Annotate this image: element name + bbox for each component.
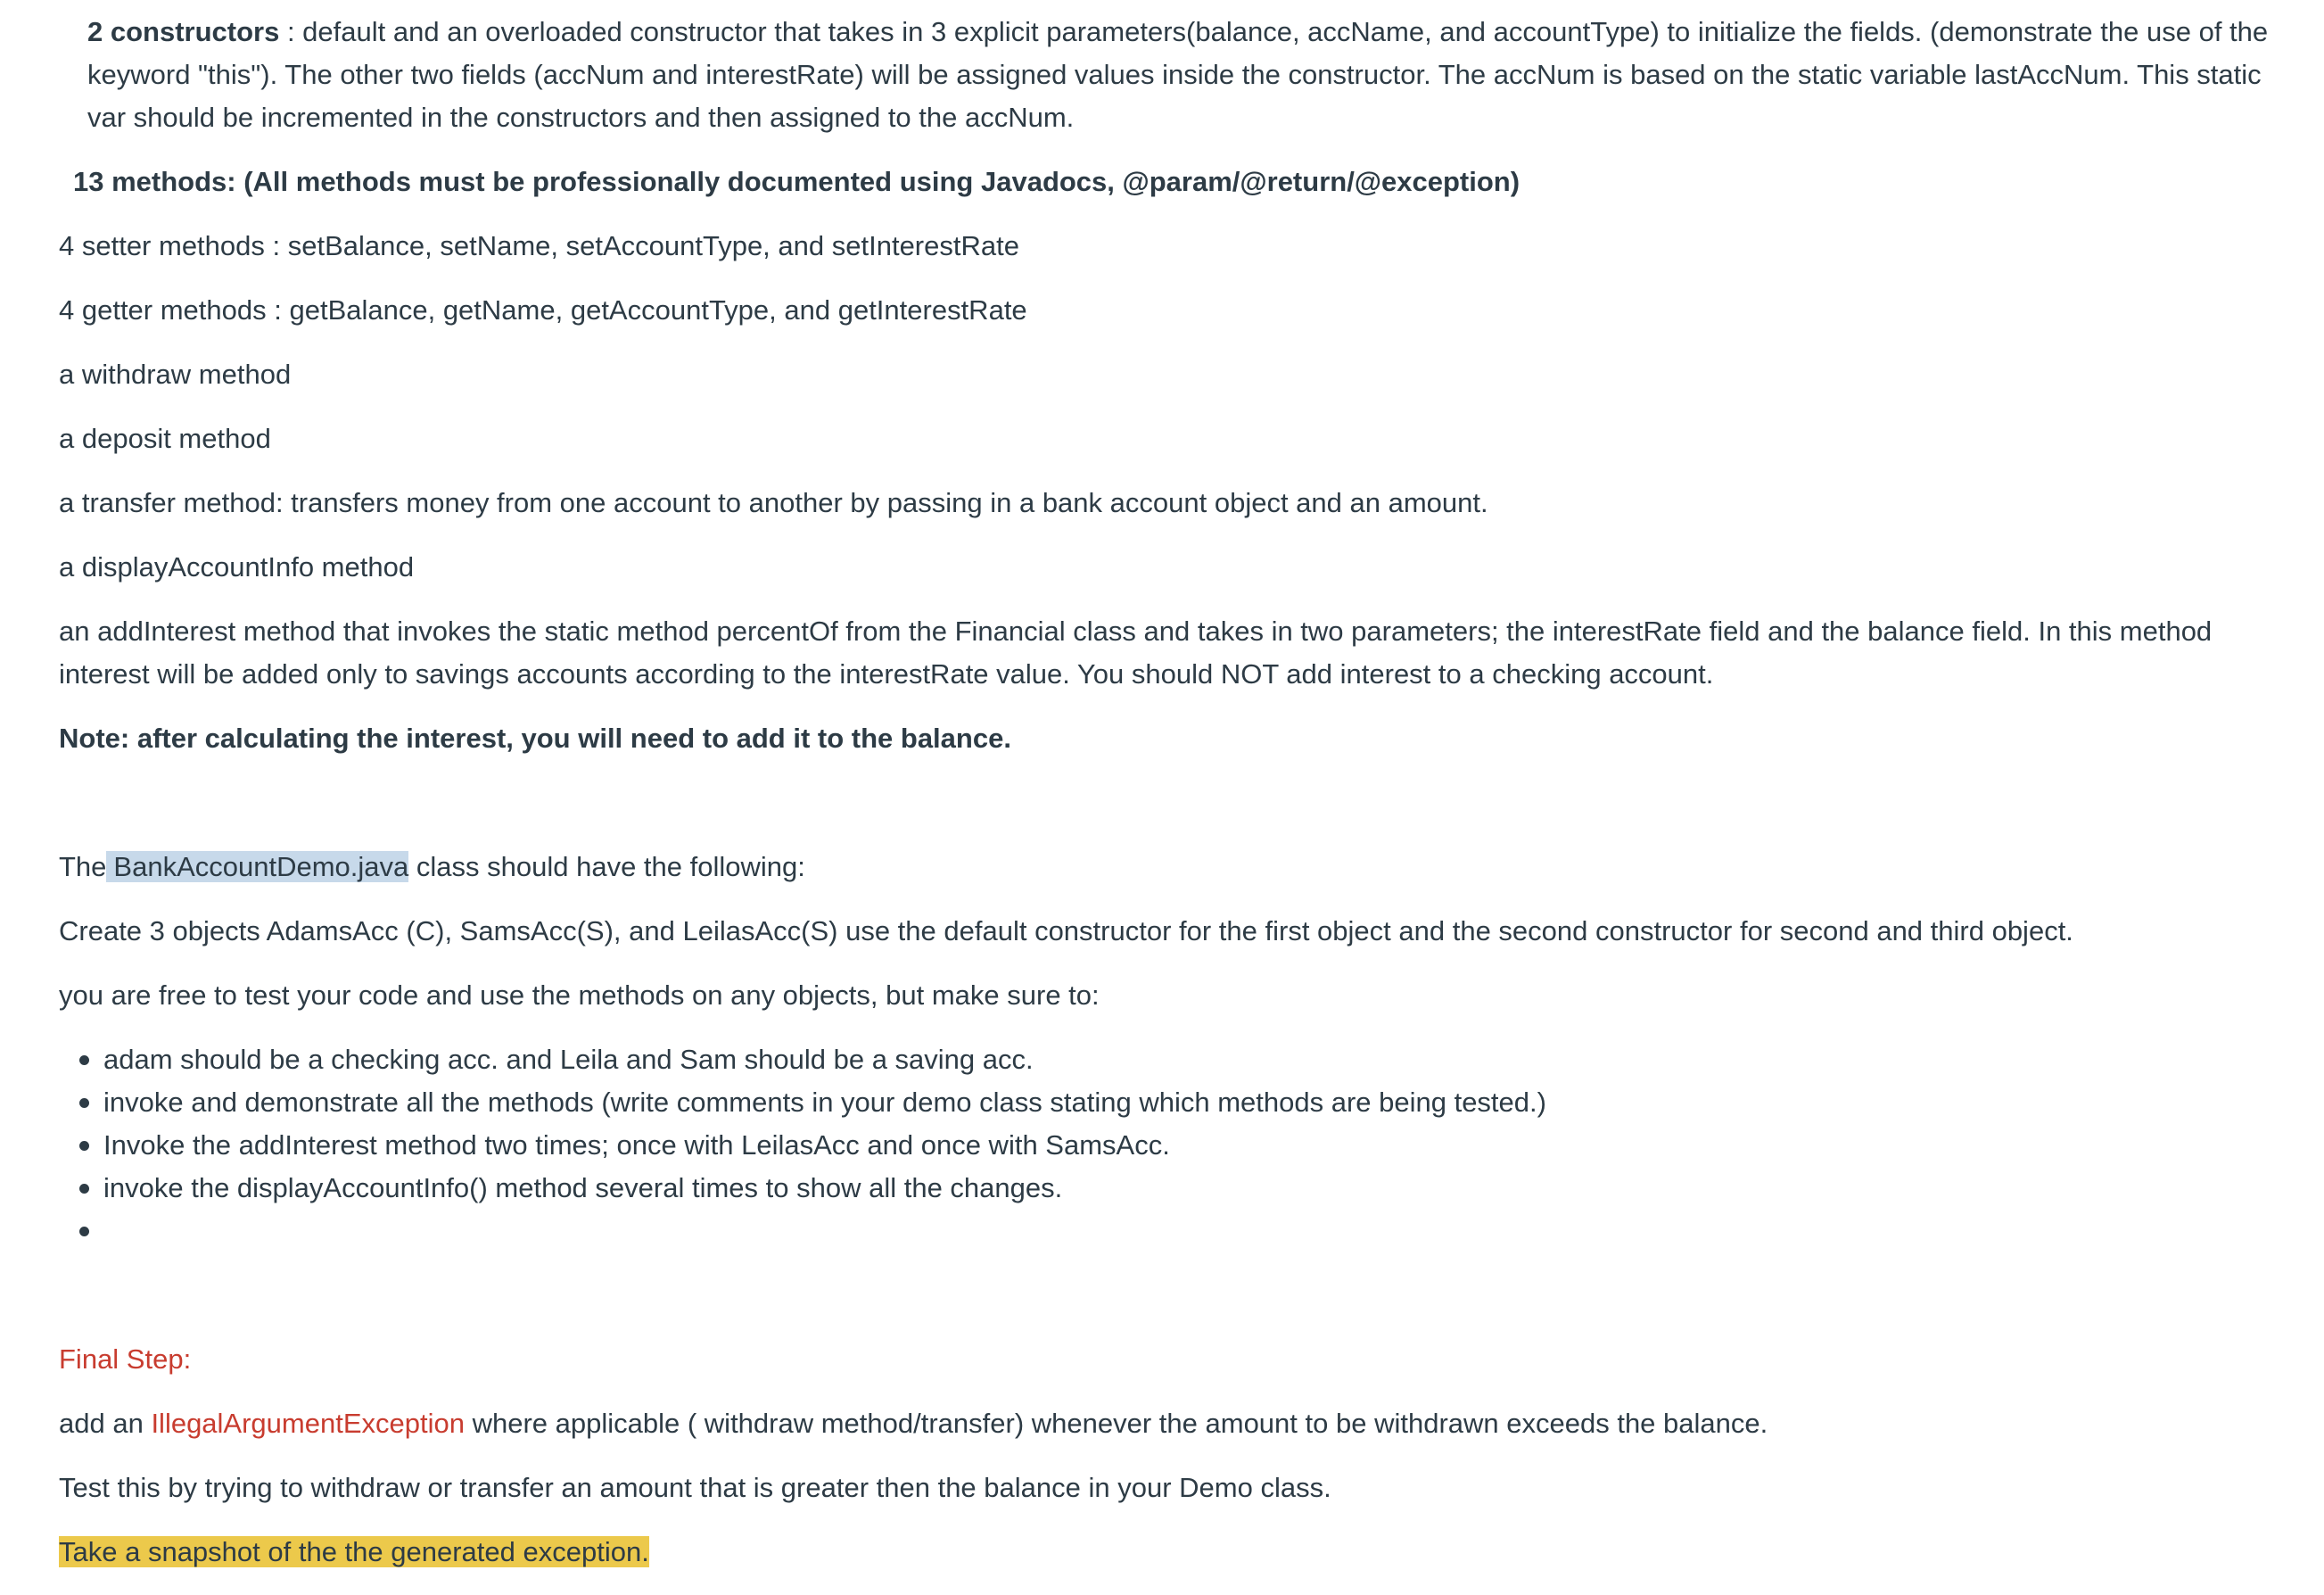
exception-name: IllegalArgumentException (151, 1408, 465, 1439)
method-add-interest: an addInterest method that invokes the static method percentOf from the Financial class and takes in two parameters; the interestRate field and the balance field. In this method interest will be added only to savings accounts according to the interestRate value. You should NOT add interest to a checking account. (59, 616, 2213, 690)
method-transfer: a transfer method: transfers money from one account to another by passing in a bank account object and an amount. (59, 487, 1488, 518)
note-paragraph (59, 717, 2288, 760)
method-deposit: a deposit method (59, 423, 271, 454)
list-item-text: Invoke the addInterest method two times; once with LeilasAcc and once with SamsAcc. (103, 1129, 1170, 1161)
bullet-icon (79, 1227, 89, 1236)
bullet-icon (79, 1141, 89, 1151)
section-spacer (59, 781, 2288, 846)
assignment-content (59, 11, 2288, 1595)
snapshot-paragraph (59, 1531, 2288, 1574)
demo-class-paragraph (59, 846, 2288, 888)
constructors-text: : default and an overloaded constructor that takes in 3 explicit parameters(balance, accName, and accountType) to initialize the fields. (demonstrate the use of the keyword "this"). The other two fields (accNum and interestRate) will be assigned values inside the constructor. The accNum is based on the static variable lastAccNum. This static var should be incremented in the constructors and then assigned to the accNum. (87, 16, 2269, 133)
test-paragraph: Test this by trying to withdraw or transfer an amount that is greater then the balance in your Demo class. (59, 1472, 1331, 1503)
list-item-text: invoke and demonstrate all the methods (write comments in your demo class stating which methods are being tested.) (103, 1087, 1546, 1118)
exception-paragraph (59, 1402, 2288, 1445)
bullet-icon (79, 1098, 89, 1108)
exception-suffix: where applicable ( withdraw method/transfer) whenever the amount to be withdrawn exceeds the balance. (464, 1408, 1768, 1439)
list-item (103, 1124, 2288, 1167)
method-setters: 4 setter methods : setBalance, setName, setAccountType, and setInterestRate (59, 230, 1019, 261)
snapshot-highlighted-text: Take a snapshot of the the generated exception. (59, 1536, 649, 1567)
note-text: Note: after calculating the interest, you will need to add it to the balance. (59, 723, 1011, 754)
bullet-icon (79, 1184, 89, 1194)
list-item (103, 1038, 2288, 1081)
demo-filename: BankAccountDemo.java (106, 851, 408, 882)
requirements-list (59, 1038, 2288, 1252)
methods-heading-text: 13 methods: (All methods must be professionally documented using Javadocs, @param/@return/@exception) (73, 166, 1520, 197)
bullet-icon (79, 1055, 89, 1065)
methods-heading (59, 161, 2288, 203)
method-withdraw: a withdraw method (59, 359, 292, 390)
constructors-paragraph (59, 11, 2288, 139)
list-item-text: adam should be a checking acc. and Leila and Sam should be a saving acc. (103, 1044, 1034, 1075)
method-getters: 4 getter methods : getBalance, getName, getAccountType, and getInterestRate (59, 294, 1027, 326)
section-spacer (59, 1252, 2288, 1338)
exception-prefix: add an (59, 1408, 152, 1439)
constructors-label: 2 constructors (87, 16, 280, 47)
create-objects-paragraph: Create 3 objects AdamsAcc (C), SamsAcc(S), and LeilasAcc(S) use the default constructor for the first object and the second constructor for second and third object. (59, 915, 2073, 946)
final-step-heading: Final Step: (59, 1343, 192, 1375)
demo-suffix: class should have the following: (408, 851, 805, 882)
list-item (103, 1081, 2288, 1124)
list-item-text: invoke the displayAccountInfo() method several times to show all the changes. (103, 1172, 1063, 1203)
list-item (103, 1167, 2288, 1210)
demo-prefix: The (59, 851, 107, 882)
method-display-account-info: a displayAccountInfo method (59, 551, 415, 583)
list-item (103, 1210, 2288, 1252)
free-to-test-paragraph: you are free to test your code and use the methods on any objects, but make sure to: (59, 979, 1100, 1011)
